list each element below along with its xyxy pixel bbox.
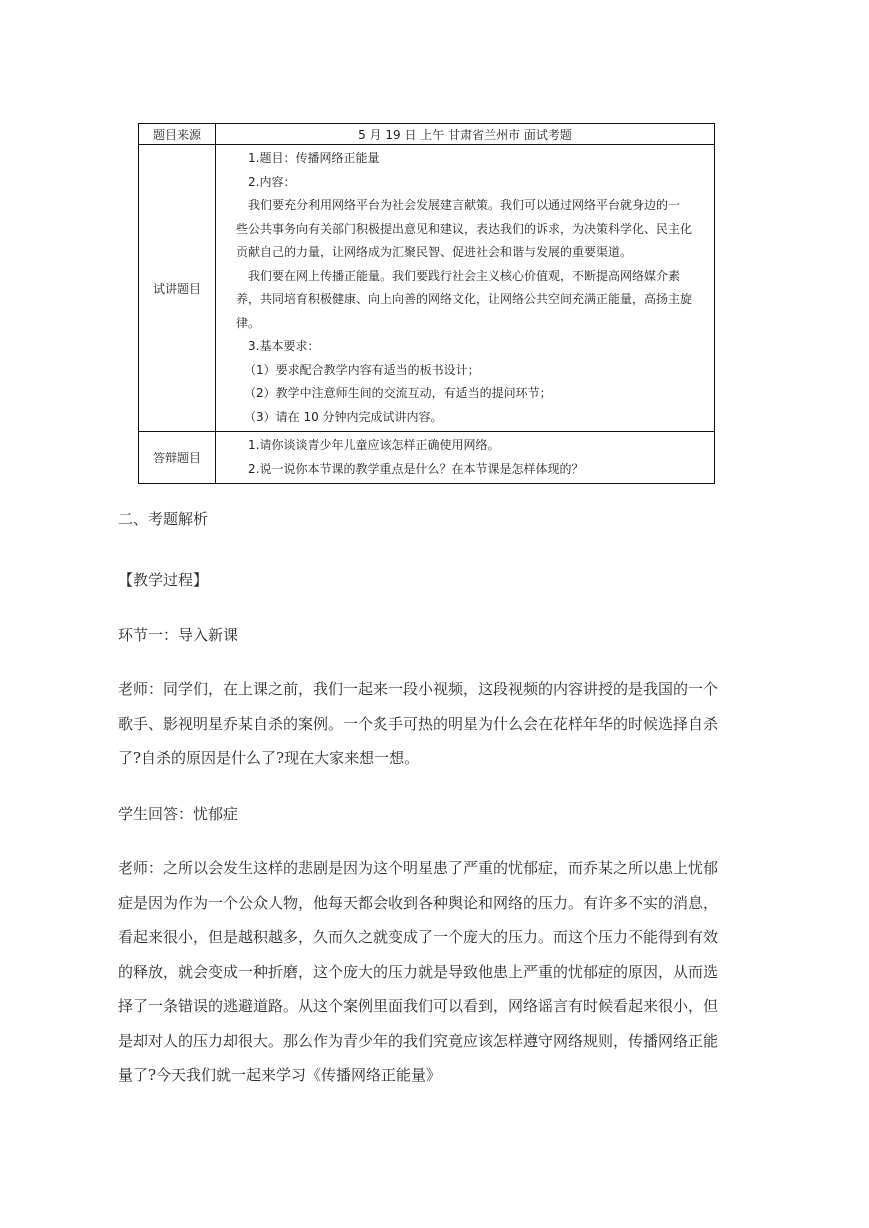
paragraph-line: 症是因为作为一个公众人物，他每天都会收到各种舆论和网络的压力。有许多不实的消息， (118, 893, 719, 912)
source-label: 题目来源 (139, 124, 216, 145)
paragraph-line: 了?自杀的原因是什么了?现在大家来想一想。 (118, 749, 420, 767)
lecture-line: 贡献自己的力量，让网络成为汇聚民智、促进社会和谐与发展的重要渠道。 (236, 245, 633, 259)
lecture-line: 些公共事务向有关部门积极提出意见和建议，表达我们的诉求，为决策科学化、民主化 (236, 221, 693, 236)
student-answer-text: 学生回答：忧郁症 (118, 805, 239, 823)
lecture-line: 2.内容： (248, 174, 296, 189)
process-title-text: 【教学过程】 (118, 571, 209, 589)
paragraph-line: 看起来很小，但是越积越多，久而久之就变成了一个庞大的压力。而这个压力不能得到有效 (118, 928, 719, 946)
defense-label: 答辩题目 (139, 432, 216, 484)
lecture-line: 养，共同培育积极健康、向上向善的网络文化，让网络公共空间充满正能量，高扬主旋 (236, 292, 693, 306)
defense-content (216, 432, 715, 484)
process-title (118, 563, 752, 598)
lecture-line: （3）请在 10 分钟内完成试讲内容。 (244, 409, 443, 424)
lecture-line: （2）教学中注意师生间的交流互动，有适当的提问环节； (244, 386, 552, 400)
source-value: 5 月 19 日 上午 甘肃省兰州市 面试考题 (216, 124, 715, 145)
lecture-line: 我们要充分利用网络平台为社会发展建言献策。我们可以通过网络平台就身边的一 (248, 198, 681, 212)
lecture-line: （1）要求配合教学内容有适当的板书设计； (244, 362, 480, 377)
student-answer (118, 797, 752, 832)
lecture-label: 试讲题目 (139, 145, 216, 432)
defense-line: 1.请你谈谈青少年儿童应该怎样正确使用网络。 (248, 438, 500, 452)
lecture-content (216, 145, 715, 432)
paragraph-line: 的释放，就会变成一种折磨，这个庞大的压力就是导致他患上严重的忧郁症的原因，从而选 (118, 962, 719, 981)
teacher-paragraph-2 (118, 851, 752, 1093)
paragraph-line: 择了一条错误的逃避道路。从这个案例里面我们可以看到，网络谣言有时候看起来很小，但 (118, 997, 719, 1015)
step-title (118, 618, 752, 653)
section-title-text: 二、考题解析 (118, 510, 209, 528)
paragraph-line: 老师：同学们，在上课之前，我们一起来一段小视频，这段视频的内容讲授的是我国的一个 (118, 680, 719, 698)
paragraph-line: 量了?今天我们就一起来学习《传播网络正能量》 (118, 1066, 442, 1084)
paragraph-line: 歌手、影视明星乔某自杀的案例。一个炙手可热的明星为什么会在花样年华的时候选择自杀 (118, 714, 719, 733)
paragraph-line: 老师：之所以会发生这样的悲剧是因为这个明星患了严重的忧郁症，而乔某之所以患上忧郁 (118, 859, 719, 877)
lecture-line: 律。 (236, 315, 261, 330)
paragraph-line: 是却对人的压力却很大。那么作为青少年的我们究竟应该怎样遵守网络规则，传播网络正能 (118, 1031, 719, 1050)
teacher-paragraph-1 (118, 672, 752, 776)
lecture-line: 1.题目：传播网络正能量 (248, 151, 380, 165)
defense-line: 2.说一说你本节课的教学重点是什么？在本节课是怎样体现的？ (248, 461, 584, 476)
section-title (118, 502, 752, 537)
table-row (139, 124, 715, 145)
table-row (139, 145, 715, 432)
step-title-text: 环节一：导入新课 (118, 626, 239, 644)
exam-info-table (138, 123, 715, 484)
lecture-line: 我们要在网上传播正能量。我们要践行社会主义核心价值观，不断提高网络媒介素 (248, 268, 681, 283)
lecture-line: 3.基本要求： (248, 339, 320, 353)
table-row (139, 432, 715, 484)
